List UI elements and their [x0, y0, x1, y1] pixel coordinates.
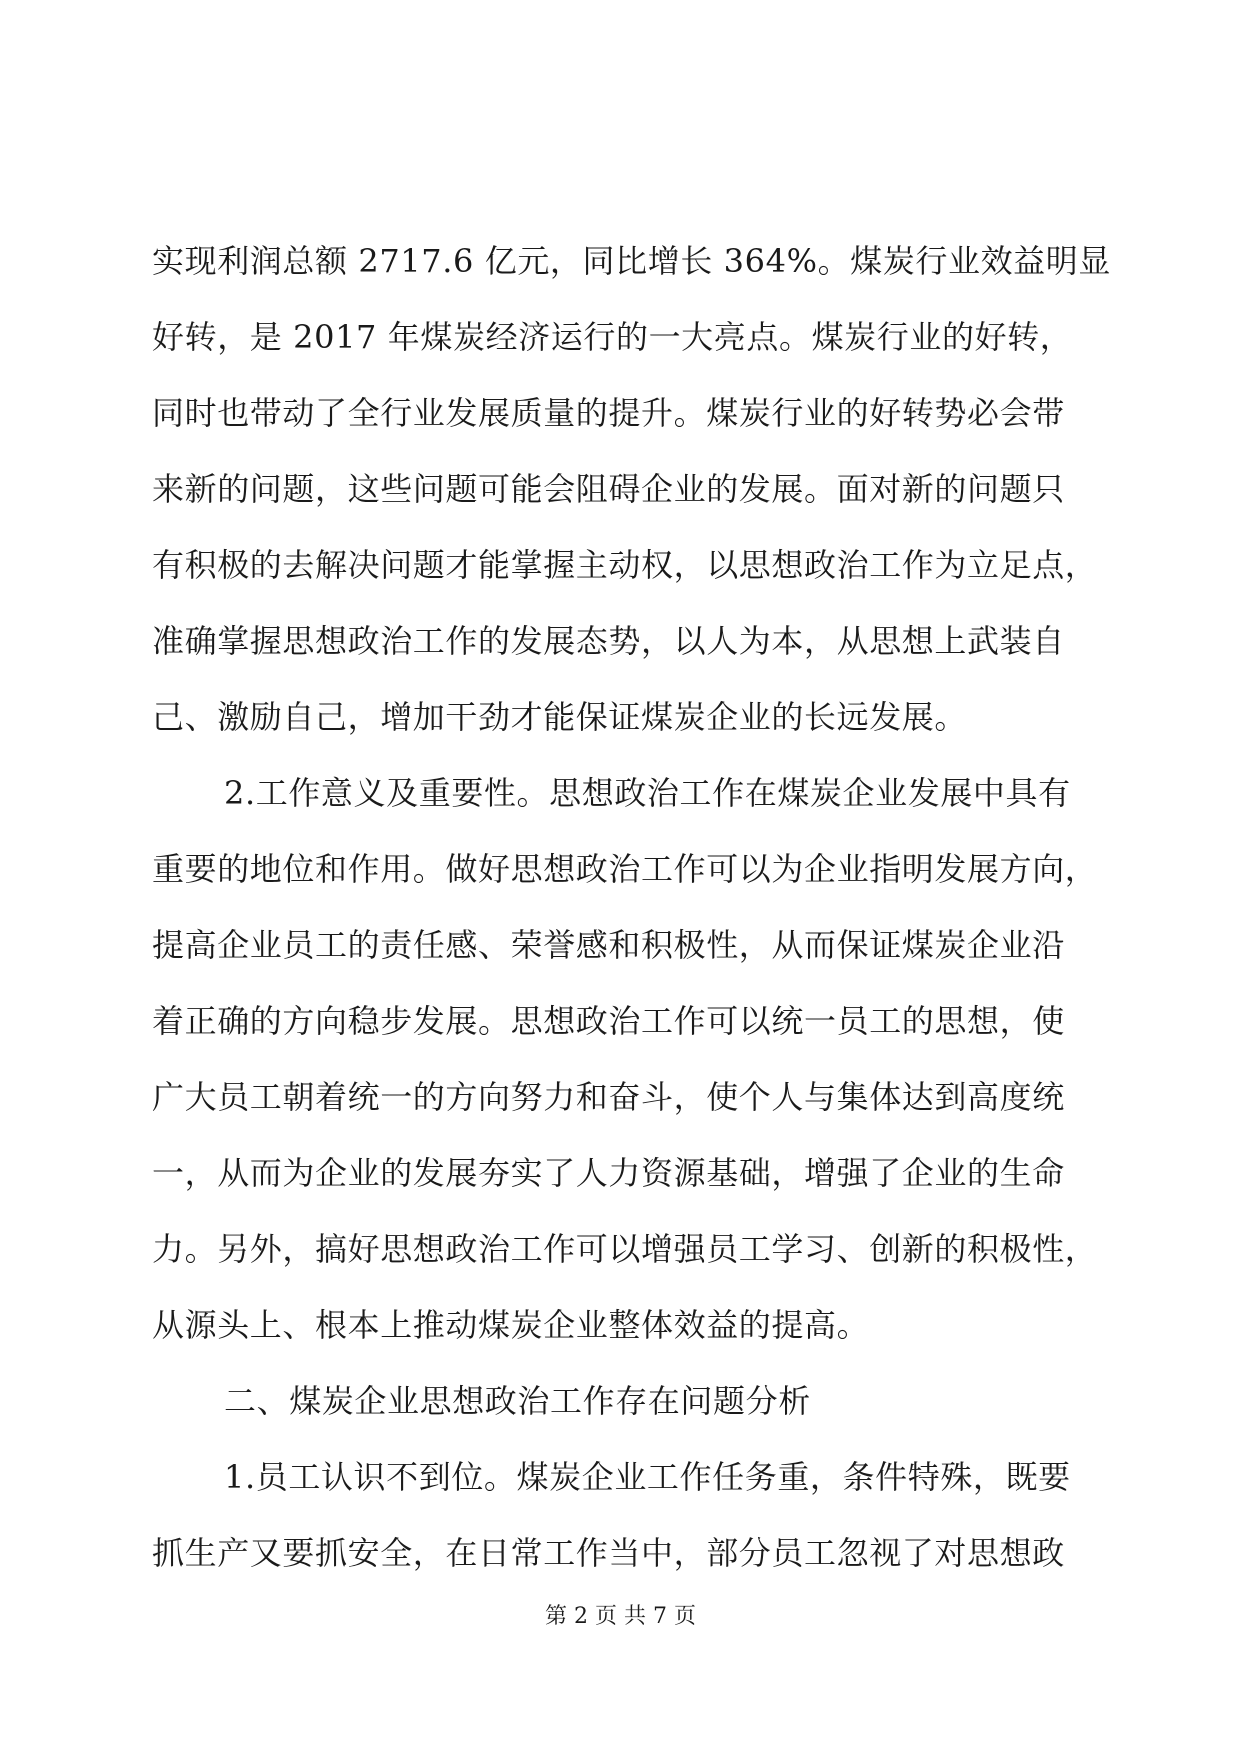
text-line: 力。另外，搞好思想政治工作可以增强员工学习、创新的积极性，	[152, 1230, 1098, 1268]
text-line: 同时也带动了全行业发展质量的提升。煤炭行业的好转势必会带	[152, 394, 1065, 432]
text-line: 从源头上、根本上推动煤炭企业整体效益的提高。	[152, 1306, 870, 1344]
text-line: 一，从而为企业的发展夯实了人力资源基础，增强了企业的生命	[152, 1154, 1065, 1192]
text-line: 重要的地位和作用。做好思想政治工作可以为企业指明发展方向，	[152, 850, 1098, 888]
page-number-footer: 第 2 页 共 7 页	[545, 1604, 696, 1629]
text-line: 准确掌握思想政治工作的发展态势，以人为本，从思想上武装自	[152, 622, 1065, 660]
text-line: 有积极的去解决问题才能掌握主动权，以思想政治工作为立足点，	[152, 546, 1098, 584]
text-line: 实现利润总额 2717.6 亿元，同比增长 364%。煤炭行业效益明显	[152, 242, 1111, 280]
text-line: 来新的问题，这些问题可能会阻碍企业的发展。面对新的问题只	[152, 470, 1065, 508]
paragraph-start-line: 2.工作意义及重要性。思想政治工作在煤炭企业发展中具有	[224, 774, 1071, 812]
text-line: 己、激励自己，增加干劲才能保证煤炭企业的长远发展。	[152, 698, 968, 736]
text-line: 提高企业员工的责任感、荣誉感和积极性，从而保证煤炭企业沿	[152, 926, 1065, 964]
text-line: 抓生产又要抓安全，在日常工作当中，部分员工忽视了对思想政	[152, 1534, 1065, 1572]
section-heading: 二、煤炭企业思想政治工作存在问题分析	[224, 1382, 811, 1420]
text-line: 广大员工朝着统一的方向努力和奋斗，使个人与集体达到高度统	[152, 1078, 1065, 1116]
paragraph-start-line: 1.员工认识不到位。煤炭企业工作任务重，条件特殊，既要	[224, 1458, 1071, 1496]
text-line: 好转，是 2017 年煤炭经济运行的一大亮点。煤炭行业的好转，	[152, 318, 1073, 356]
text-line: 着正确的方向稳步发展。思想政治工作可以统一员工的思想，使	[152, 1002, 1065, 1040]
